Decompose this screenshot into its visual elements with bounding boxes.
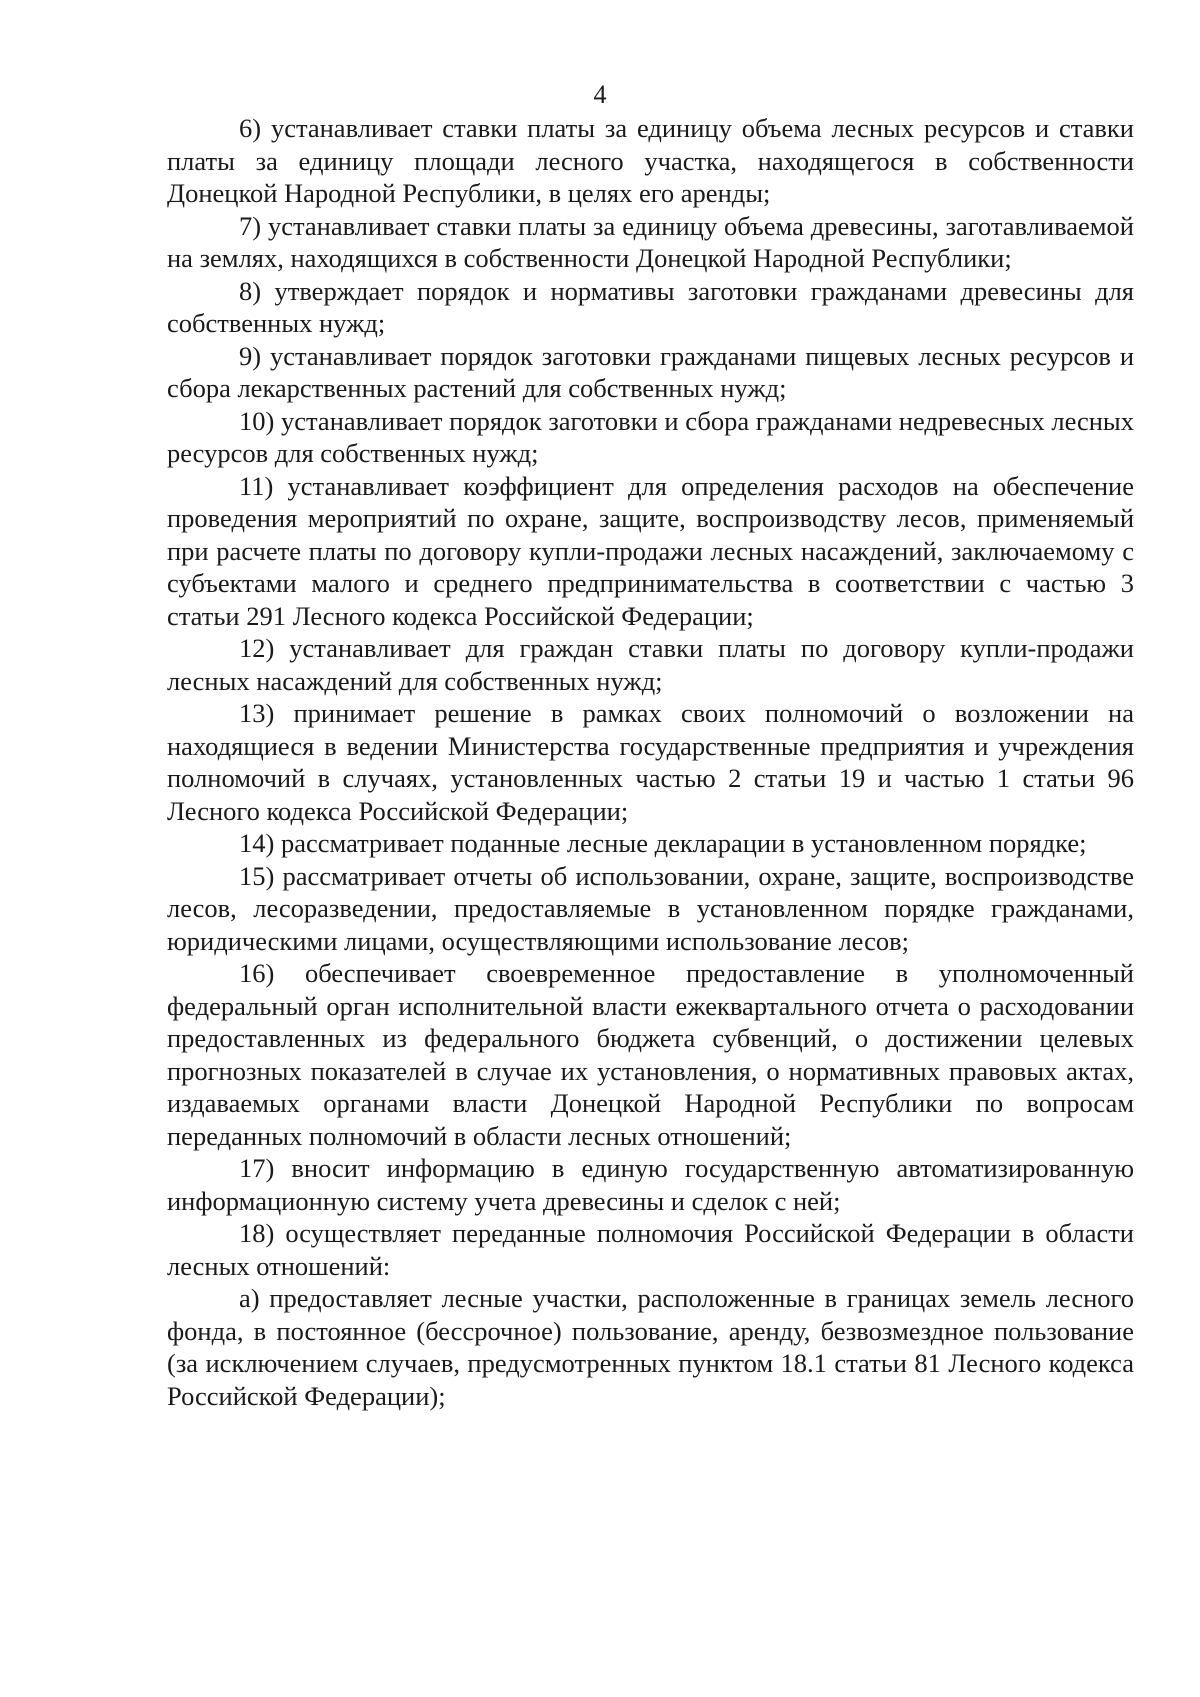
paragraph-item-18: 18) осуществляет переданные полномочия Российской Федерации в области лесных отношений:: [167, 1218, 1134, 1281]
paragraph-item-10: 10) устанавливает порядок заготовки и сбора гражданами недревесных лесных ресурсов для собственных нужд;: [167, 405, 1134, 468]
paragraph-item-13: 13) принимает решение в рамках своих полномочий о возложении на находящиеся в ведении Министерства государственные предприятия и учреждения полномочий в случаях, установленных частью 2 статьи 19 и частью 1 статьи 96 Лесного кодекса Российской Федерации;: [167, 698, 1134, 826]
paragraph-item-9: 9) устанавливает порядок заготовки гражданами пищевых лесных ресурсов и сбора лекарственных растений для собственных нужд;: [167, 340, 1134, 403]
paragraph-item-17: 17) вносит информацию в единую государственную автоматизированную информационную систему учета древесины и сделок с ней;: [167, 1153, 1134, 1216]
paragraph-subitem-a: а) предоставляет лесные участки, расположенные в границах земель лесного фонда, в постоянное (бессрочное) пользование, аренду, безвозмездное пользование (за исключением случаев, предусмотренных пунктом 18.1 статьи 81 Лесного кодекса Российской Федерации);: [167, 1283, 1134, 1411]
paragraph-item-7: 7) устанавливает ставки платы за единицу объема древесины, заготавливаемой на землях, находящихся в собственности Донецкой Народной Республики;: [167, 210, 1134, 273]
paragraph-item-12: 12) устанавливает для граждан ставки платы по договору купли-продажи лесных насаждений для собственных нужд;: [167, 633, 1134, 696]
document-body: [167, 112, 1134, 1412]
paragraph-item-8: 8) утверждает порядок и нормативы заготовки гражданами древесины для собственных нужд;: [167, 275, 1134, 338]
page-number: 4: [593, 80, 607, 109]
paragraph-item-11: 11) устанавливает коэффициент для определения расходов на обеспечение проведения мероприятий по охране, защите, воспроизводству лесов, применяемый при расчете платы по договору купли-продажи лесных насаждений, заключаемому с субъектами малого и среднего предпринимательства в соответствии с частью 3 статьи 291 Лесного кодекса Российской Федерации;: [167, 470, 1134, 631]
paragraph-item-14: 14) рассматривает поданные лесные декларации в установленном порядке;: [239, 828, 1087, 858]
paragraph-item-6: 6) устанавливает ставки платы за единицу объема лесных ресурсов и ставки платы за единицу площади лесного участка, находящегося в собственности Донецкой Народной Республики, в целях его аренды;: [167, 113, 1134, 208]
paragraph-item-15: 15) рассматривает отчеты об использовании, охране, защите, воспроизводстве лесов, лесоразведении, предоставляемые в установленном порядке гражданами, юридическими лицами, осуществляющими использование лесов;: [167, 860, 1134, 956]
paragraph-item-16: 16) обеспечивает своевременное предоставление в уполномоченный федеральный орган исполнительной власти ежеквартального отчета о расходовании предоставленных из федерального бюджета субвенций, о достижении целевых прогнозных показателей в случае их установления, о нормативных правовых актах, издаваемых органами власти Донецкой Народной Республики по вопросам переданных полномочий в области лесных отношений;: [167, 958, 1134, 1151]
